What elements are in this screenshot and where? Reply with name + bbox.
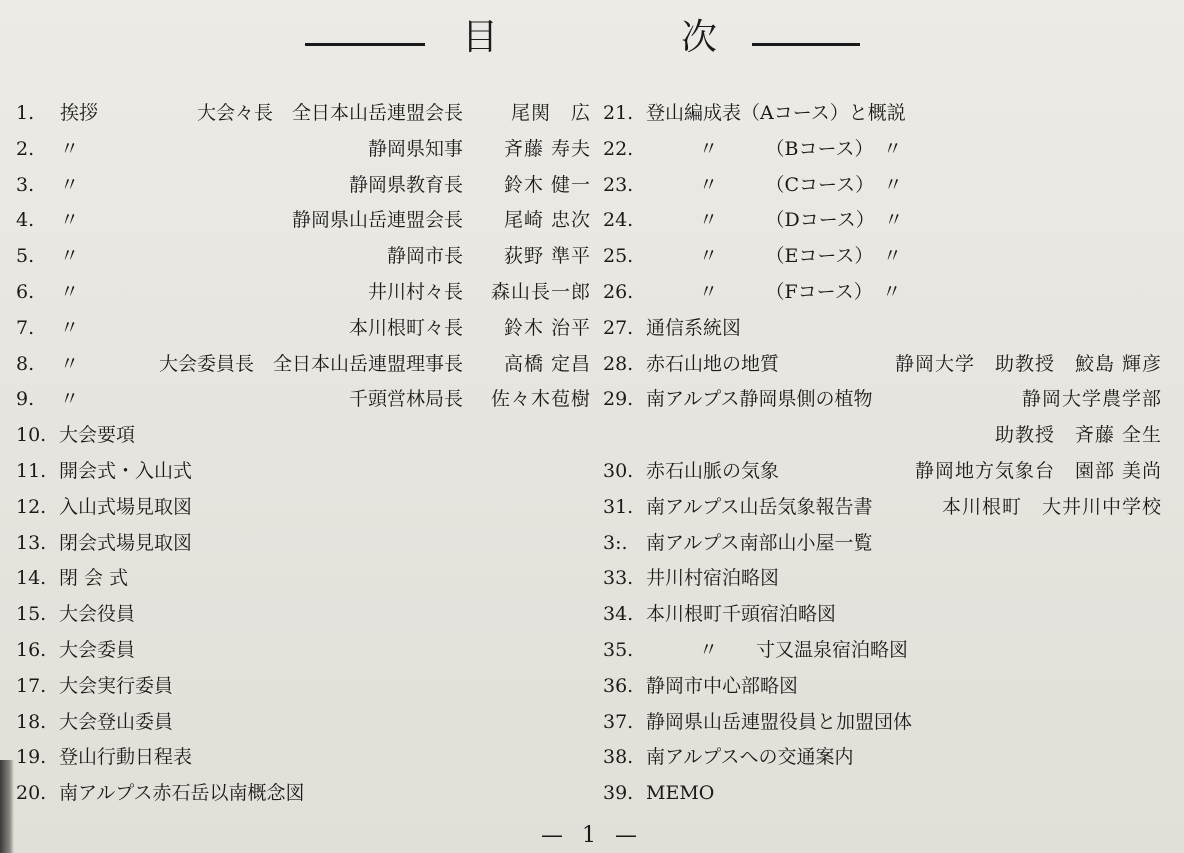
entry-number: 2. bbox=[16, 137, 35, 160]
entry-title: 大会実行委員 bbox=[59, 674, 174, 697]
entry-number: 14. bbox=[16, 567, 47, 590]
entry-author: 佐々木苞樹 bbox=[490, 388, 591, 411]
toc-entry bbox=[603, 633, 1168, 669]
toc-entry bbox=[603, 526, 1168, 562]
toc-entry bbox=[603, 132, 1168, 168]
entry-title: 〃 bbox=[60, 137, 80, 160]
entry-role: 千頭営林局長 bbox=[348, 388, 463, 411]
entry-title: 赤石山脈の気象 bbox=[646, 459, 780, 482]
entry-number: 5. bbox=[16, 245, 35, 268]
entry-title: 〃 bbox=[60, 209, 80, 232]
entry-number: 33. bbox=[603, 567, 634, 590]
toc-entry bbox=[16, 705, 591, 741]
entry-title: 静岡市中心部略図 bbox=[646, 674, 799, 697]
toc-entry bbox=[603, 203, 1168, 239]
entry-number: 35. bbox=[603, 638, 634, 661]
entry-title: MEMO bbox=[646, 782, 715, 805]
entry-number: 16. bbox=[16, 638, 47, 661]
toc-entry bbox=[16, 132, 591, 168]
entry-author: 鈴木 健一 bbox=[503, 173, 591, 196]
entry-number: 29. bbox=[603, 388, 634, 411]
toc-entry bbox=[603, 490, 1168, 526]
entry-title: 〃 bbox=[60, 316, 80, 339]
entry-author: 静岡大学 助教授 鮫島 輝彦 bbox=[894, 352, 1162, 375]
entry-author: 本川根町 大井川中学校 bbox=[941, 495, 1162, 518]
toc-entry bbox=[16, 382, 591, 418]
toc-entry bbox=[603, 418, 1168, 454]
entry-number: 7. bbox=[16, 316, 35, 339]
entry-number: 34. bbox=[603, 603, 634, 626]
entry-title: 南アルプスへの交通案内 bbox=[646, 746, 854, 769]
entry-title: 静岡県山岳連盟役員と加盟団体 bbox=[646, 710, 913, 733]
entry-number: 22. bbox=[603, 137, 634, 160]
entry-author: 高橋 定昌 bbox=[503, 352, 591, 375]
toc-entry bbox=[603, 382, 1168, 418]
toc-right-column bbox=[603, 96, 1168, 812]
entry-author: 森山長一郎 bbox=[490, 280, 591, 303]
toc-entry bbox=[16, 776, 591, 812]
entry-title: 〃 bbox=[60, 280, 80, 303]
toc-left-column bbox=[16, 96, 591, 812]
entry-author: 鈴木 治平 bbox=[503, 316, 591, 339]
entry-title: 閉会式場見取図 bbox=[59, 531, 193, 554]
entry-number: 39. bbox=[603, 782, 634, 805]
toc-entry bbox=[603, 597, 1168, 633]
entry-number: 11. bbox=[16, 459, 47, 482]
entry-title: 〃 bbox=[60, 352, 80, 375]
entry-number: 9. bbox=[16, 388, 35, 411]
entry-title: 井川村宿泊略図 bbox=[646, 567, 780, 590]
entry-author: 静岡大学農学部 bbox=[1021, 388, 1162, 411]
entry-number: 10. bbox=[16, 424, 47, 447]
entry-title: 本川根町千頭宿泊略図 bbox=[646, 603, 837, 626]
page-number: — 1 — bbox=[541, 823, 643, 848]
entry-role: 大会委員長 全日本山岳連盟理事長 bbox=[158, 352, 463, 375]
entry-title: 南アルプス山岳気象報告書 bbox=[646, 495, 873, 518]
entry-author: 荻野 準平 bbox=[503, 245, 591, 268]
entry-title: 登山行動日程表 bbox=[59, 746, 193, 769]
toc-entry bbox=[16, 633, 591, 669]
toc-entry bbox=[603, 740, 1168, 776]
entry-number: 36. bbox=[603, 674, 634, 697]
entry-author: 尾関 広 bbox=[510, 102, 591, 124]
toc-entry bbox=[603, 96, 1168, 132]
title-char-1: 目 bbox=[462, 17, 499, 58]
entry-role: 静岡県教育長 bbox=[348, 173, 463, 196]
entry-title: 〃 （Cコース） 〃 bbox=[699, 173, 903, 196]
title-char-2: 次 bbox=[681, 17, 718, 58]
entry-title: 開会式・入山式 bbox=[59, 459, 193, 482]
entry-number: 27. bbox=[603, 316, 634, 339]
entry-title: 登山編成表（Aコース）と概説 bbox=[646, 102, 906, 124]
toc-entry bbox=[603, 275, 1168, 311]
toc-entry bbox=[603, 311, 1168, 347]
entry-number: 4. bbox=[16, 209, 35, 232]
entry-author: 斉藤 寿夫 bbox=[503, 137, 591, 160]
entry-number: 8. bbox=[16, 352, 35, 375]
entry-number: 20. bbox=[16, 782, 47, 805]
toc-entry bbox=[16, 740, 591, 776]
entry-title: 大会登山委員 bbox=[59, 710, 174, 733]
entry-number: 18. bbox=[16, 710, 47, 733]
toc-entry bbox=[16, 490, 591, 526]
toc-entry bbox=[16, 203, 591, 239]
entry-number: 28. bbox=[603, 352, 634, 375]
entry-role: 静岡県知事 bbox=[367, 137, 463, 160]
entry-title: 〃 bbox=[60, 173, 80, 196]
toc-entry bbox=[16, 311, 591, 347]
entry-title: 大会役員 bbox=[59, 603, 136, 626]
entry-number: 15. bbox=[16, 603, 47, 626]
entry-title: 入山式場見取図 bbox=[59, 495, 193, 518]
entry-number: 6. bbox=[16, 280, 35, 303]
entry-author: 尾崎 忠次 bbox=[503, 209, 591, 232]
entry-author: 静岡地方気象台 園部 美尚 bbox=[914, 459, 1162, 482]
entry-title: 閉 会 式 bbox=[59, 567, 129, 590]
entry-number: 1. bbox=[16, 102, 35, 124]
entry-number: 23. bbox=[603, 173, 634, 196]
toc-entry bbox=[16, 347, 591, 383]
toc-entry bbox=[16, 597, 591, 633]
entry-number: 17. bbox=[16, 674, 47, 697]
entry-title: 〃 （Bコース） 〃 bbox=[699, 137, 903, 160]
toc-entry bbox=[16, 561, 591, 597]
title-rule-left bbox=[305, 43, 425, 46]
entry-role: 静岡県山岳連盟会長 bbox=[291, 209, 463, 232]
entry-title: 南アルプス赤石岳以南概念図 bbox=[59, 782, 305, 805]
entry-number: 19. bbox=[16, 746, 47, 769]
toc-entry bbox=[16, 168, 591, 204]
toc-entry bbox=[16, 669, 591, 705]
entry-number: 24. bbox=[603, 209, 634, 232]
entry-number: 3. bbox=[16, 173, 35, 196]
entry-title: 赤石山地の地質 bbox=[646, 352, 780, 375]
toc-entry bbox=[16, 526, 591, 562]
entry-title: 〃 （Eコース） 〃 bbox=[699, 245, 902, 268]
entry-number: 37. bbox=[603, 710, 634, 733]
entry-title: 南アルプス静岡県側の植物 bbox=[646, 388, 873, 411]
toc-entry bbox=[16, 454, 591, 490]
entry-title: 〃 bbox=[60, 388, 80, 411]
toc-entry bbox=[603, 776, 1168, 812]
entry-number: 38. bbox=[603, 746, 634, 769]
entry-number: 3:. bbox=[603, 531, 628, 554]
toc-title bbox=[0, 10, 1184, 70]
toc-entry bbox=[16, 275, 591, 311]
entry-number: 12. bbox=[16, 495, 47, 518]
entry-title: 挨拶 bbox=[60, 102, 99, 124]
entry-number: 30. bbox=[603, 459, 634, 482]
toc-entry bbox=[603, 347, 1168, 383]
entry-title: 南アルプス南部山小屋一覧 bbox=[646, 531, 873, 554]
toc-entry bbox=[16, 96, 591, 132]
entry-number: 25. bbox=[603, 245, 634, 268]
toc-entry bbox=[603, 705, 1168, 741]
toc-entry bbox=[16, 418, 591, 454]
toc-entry bbox=[603, 561, 1168, 597]
entry-role: 静岡市長 bbox=[386, 245, 463, 268]
entry-role: 本川根町々長 bbox=[348, 316, 463, 339]
toc-entry bbox=[603, 239, 1168, 275]
toc-entry bbox=[16, 239, 591, 275]
entry-title: 〃 （Dコース） 〃 bbox=[699, 209, 904, 232]
entry-number: 26. bbox=[603, 280, 634, 303]
entry-author: 助教授 斉藤 全生 bbox=[994, 424, 1162, 447]
entry-title: 〃 （Fコース） 〃 bbox=[699, 280, 902, 303]
entry-title: 大会委員 bbox=[59, 638, 136, 661]
entry-role: 大会々長 全日本山岳連盟会長 bbox=[196, 102, 463, 124]
entry-number: 13. bbox=[16, 531, 47, 554]
entry-title: 〃 寸又温泉宿泊略図 bbox=[699, 638, 909, 661]
entry-title: 大会要項 bbox=[59, 424, 136, 447]
entry-role: 井川村々長 bbox=[367, 280, 463, 303]
title-rule-right bbox=[752, 43, 860, 46]
toc-entry bbox=[603, 669, 1168, 705]
entry-number: 21. bbox=[603, 102, 634, 124]
toc-entry bbox=[603, 168, 1168, 204]
entry-title: 通信系統図 bbox=[646, 316, 742, 339]
entry-number: 31. bbox=[603, 495, 634, 518]
entry-title: 〃 bbox=[60, 245, 80, 268]
toc-entry bbox=[603, 454, 1168, 490]
